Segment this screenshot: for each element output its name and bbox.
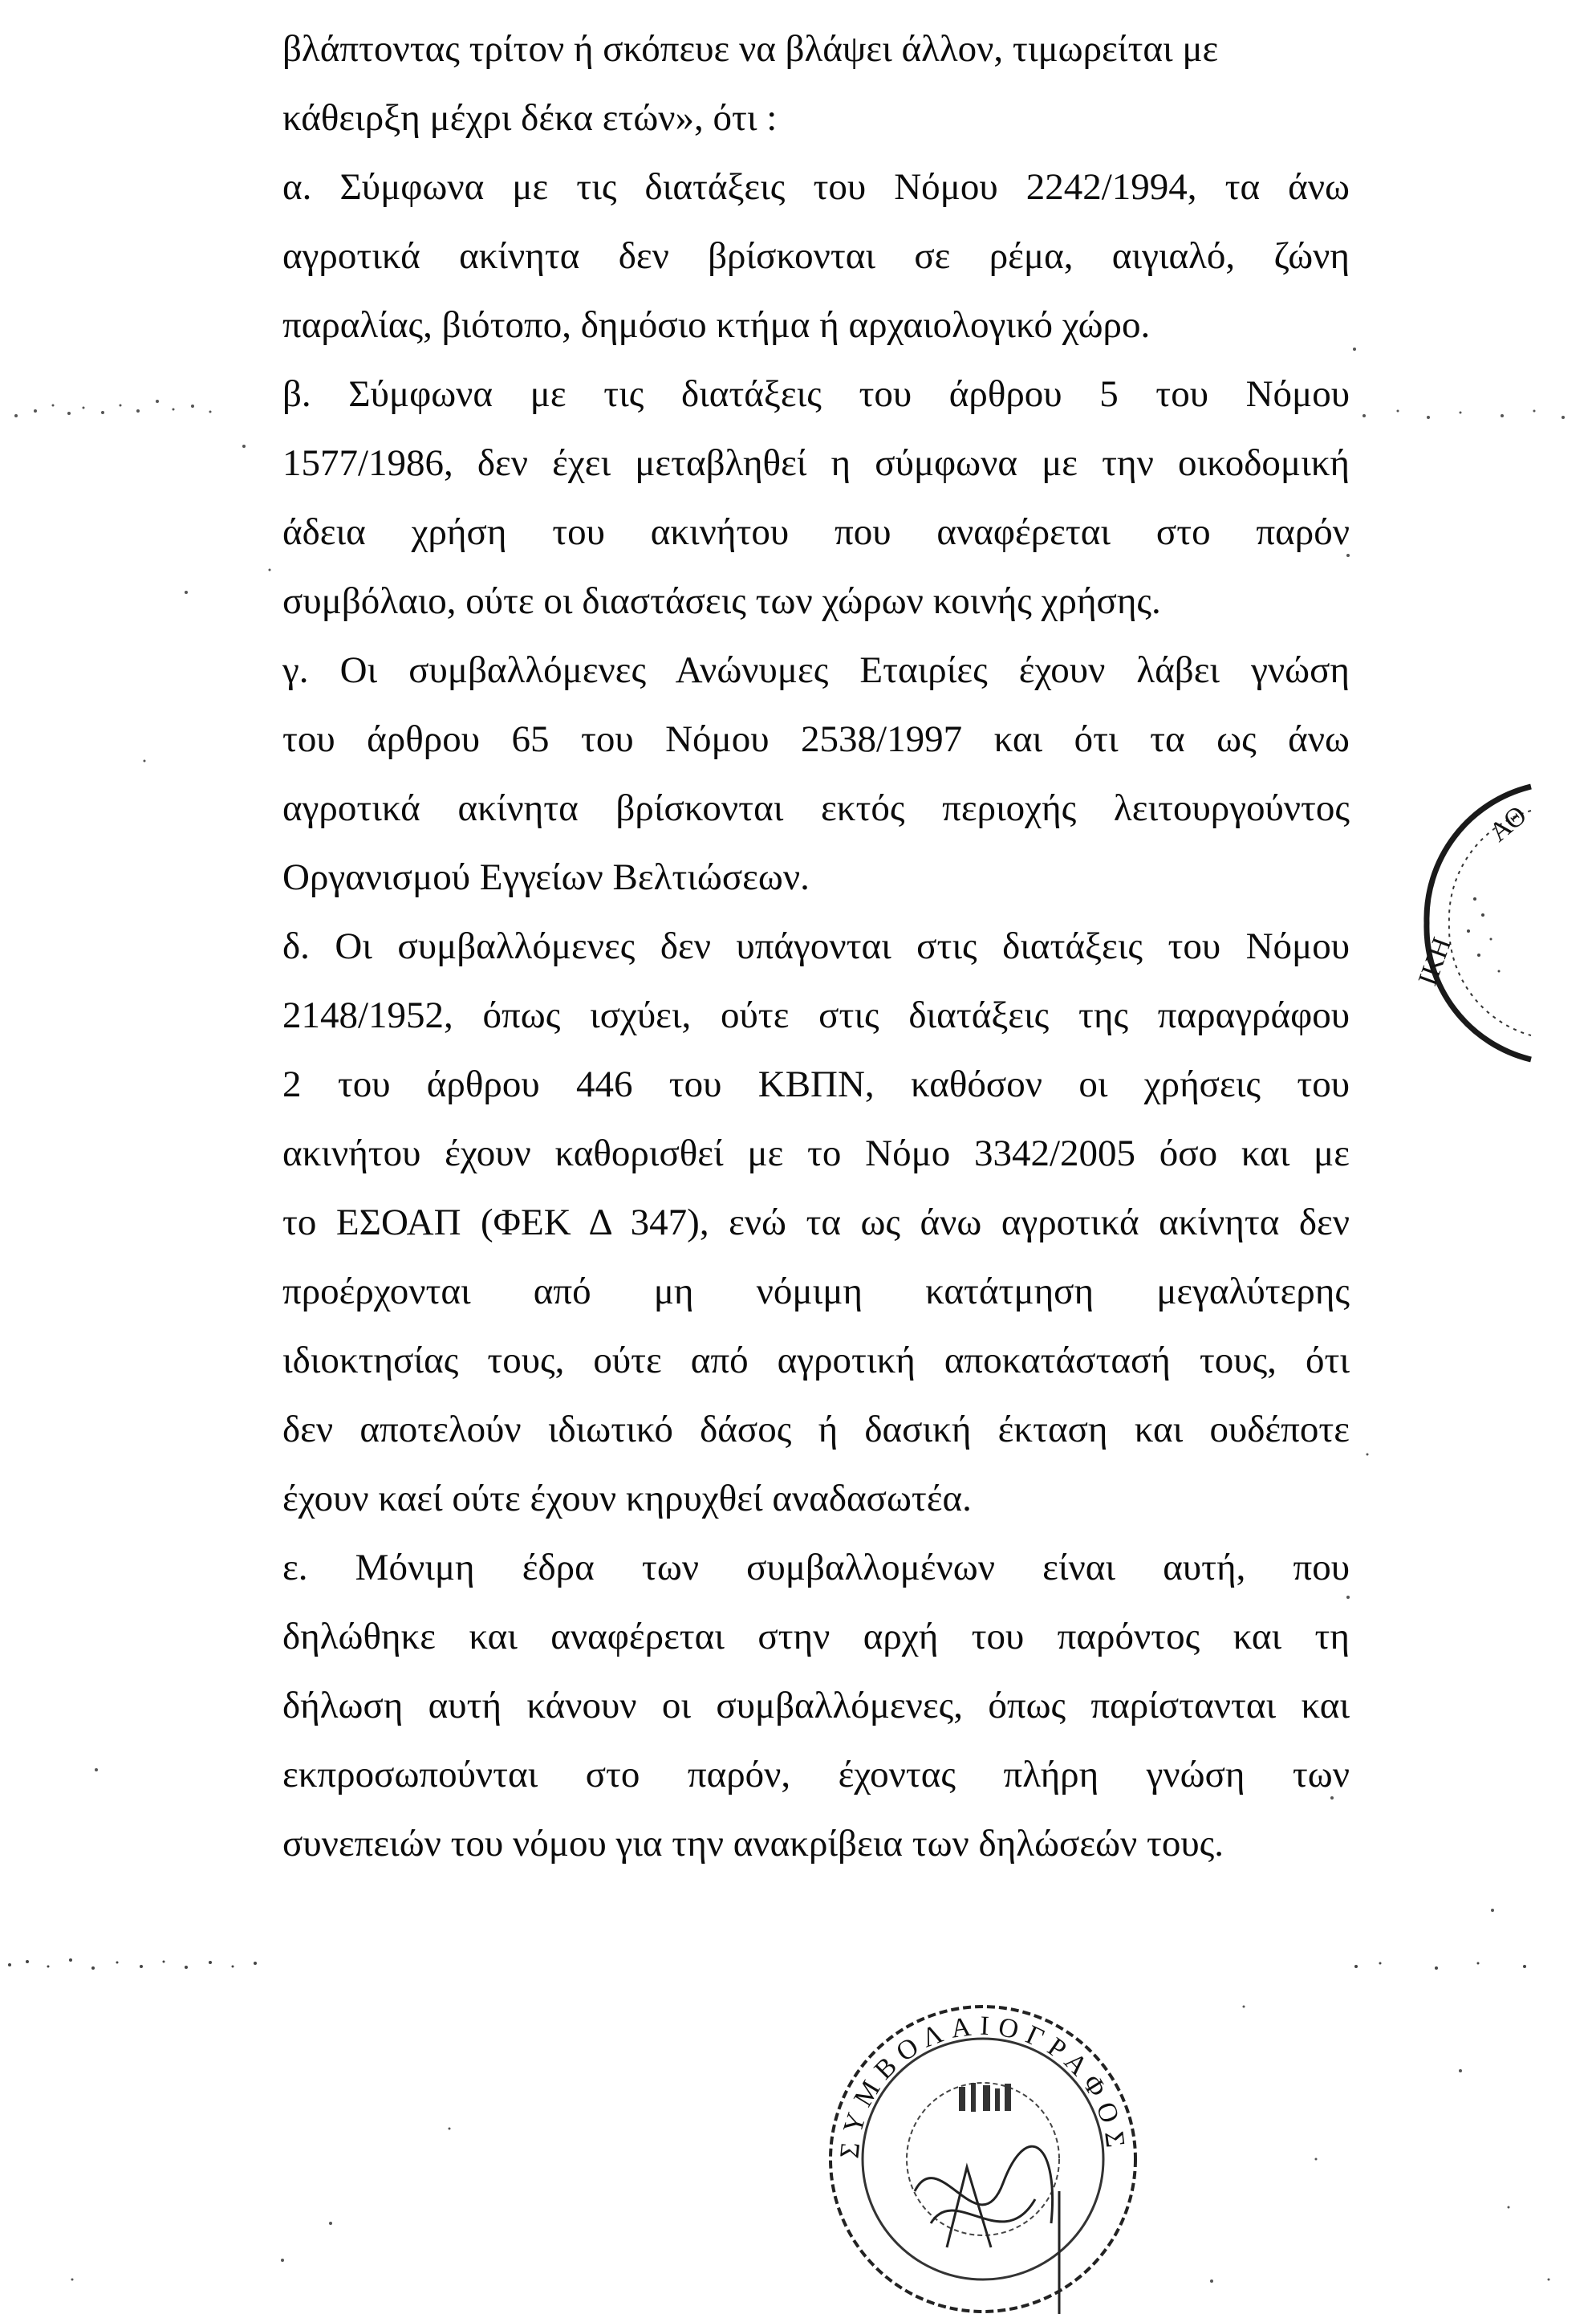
paragraph-d-line: δ. Οι συμβαλλόμενες δεν υπάγονται στις διατάξεις του Νόμου: [282, 925, 1350, 967]
paragraph-d-line: 2 του άρθρου 446 του ΚΒΠΝ, καθόσον οι χρήσεις του: [282, 1063, 1350, 1105]
paragraph-e-line: δήλωση αυτή κάνουν οι συμβαλλόμενες, όπως παρίστανται και: [282, 1685, 1350, 1726]
paragraph-b-line: άδεια χρήση του ακινήτου που αναφέρεται στο παρόν: [282, 511, 1350, 553]
paragraph-c-line: αγροτικά ακίνητα βρίσκονται εκτός περιοχής λειτουργούντος: [282, 787, 1350, 829]
paragraph-d-line: έχουν καεί ούτε έχουν κηρυχθεί αναδασωτέα.: [282, 1478, 972, 1519]
paragraph-b-line: 1577/1986, δεν έχει μεταβληθεί η σύμφωνα με την οικοδομική: [282, 442, 1350, 484]
paragraph-e-line: συνεπειών του νόμου για την ανακρίβεια των δηλώσεών τους.: [282, 1823, 1224, 1865]
paragraph-e-line: εκπροσωπούνται στο παρόν, έχοντας πλήρη γνώση των: [282, 1754, 1350, 1795]
paragraph-d-line: 2148/1952, όπως ισχύει, ούτε στις διατάξεις της παραγράφου: [282, 994, 1350, 1036]
notary-seal-icon: [794, 1983, 1172, 2314]
paragraph-d-line: προέρχονται από μη νόμιμη κατάτμηση μεγαλύτερης: [282, 1271, 1350, 1312]
side-stamp-icon: [1379, 779, 1539, 1068]
paragraph-d-line: ιδιοκτησίας τους, ούτε από αγροτική αποκατάστασή τους, ότι: [282, 1340, 1350, 1381]
paragraph-a-line: παραλίας, βιότοπο, δημόσιο κτήμα ή αρχαιολογικό χώρο.: [282, 304, 1151, 346]
paragraph-d-line: δεν αποτελούν ιδιωτικό δάσος ή δασική έκταση και ουδέποτε: [282, 1409, 1350, 1450]
paragraph-a-line: α. Σύμφωνα με τις διατάξεις του Νόμου 2242/1994, τα άνω: [282, 166, 1350, 208]
paragraph-d-line: ακινήτου έχουν καθορισθεί με το Νόμο 3342/2005 όσο και με: [282, 1133, 1350, 1174]
paragraph-b-line: συμβόλαιο, ούτε οι διαστάσεις των χώρων κοινής χρήσης.: [282, 580, 1161, 622]
svg-text:ΑΘ: ΑΘ: [1484, 800, 1533, 848]
paragraph-d-line: το ΕΣΟΑΠ (ΦΕΚ Δ 347), ενώ τα ως άνω αγροτικά ακίνητα δεν: [282, 1202, 1350, 1243]
paragraph-c-line: γ. Οι συμβαλλόμενες Ανώνυμες Εταιρίες έχουν λάβει γνώση: [282, 649, 1350, 691]
svg-text:ΙΚΗ: ΙΚΗ: [1412, 933, 1458, 990]
text-line: κάθειρξη μέχρι δέκα ετών», ότι :: [282, 97, 778, 139]
document-body: [282, 14, 1350, 1878]
paragraph-b-line: β. Σύμφωνα με τις διατάξεις του άρθρου 5 του Νόμου: [282, 373, 1350, 415]
paragraph-c-line: Οργανισμού Εγγείων Βελτιώσεων.: [282, 856, 810, 898]
paragraph-e-line: ε. Μόνιμη έδρα των συμβαλλομένων είναι αυτή, που: [282, 1547, 1350, 1588]
paragraph-c-line: του άρθρου 65 του Νόμου 2538/1997 και ότι τα ως άνω: [282, 718, 1350, 760]
svg-text:ΣΥΜΒΟΛΑΙΟΓΡΑΦΟΣ: ΣΥΜΒΟΛΑΙΟΓΡΑΦΟΣ: [835, 2011, 1131, 2160]
paragraph-e-line: δηλώθηκε και αναφέρεται στην αρχή του παρόντος και τη: [282, 1616, 1350, 1657]
text-line: βλάπτοντας τρίτον ή σκόπευε να βλάψει άλλον, τιμωρείται με: [282, 28, 1219, 70]
paragraph-a-line: αγροτικά ακίνητα δεν βρίσκονται σε ρέμα, αιγιαλό, ζώνη: [282, 235, 1350, 277]
